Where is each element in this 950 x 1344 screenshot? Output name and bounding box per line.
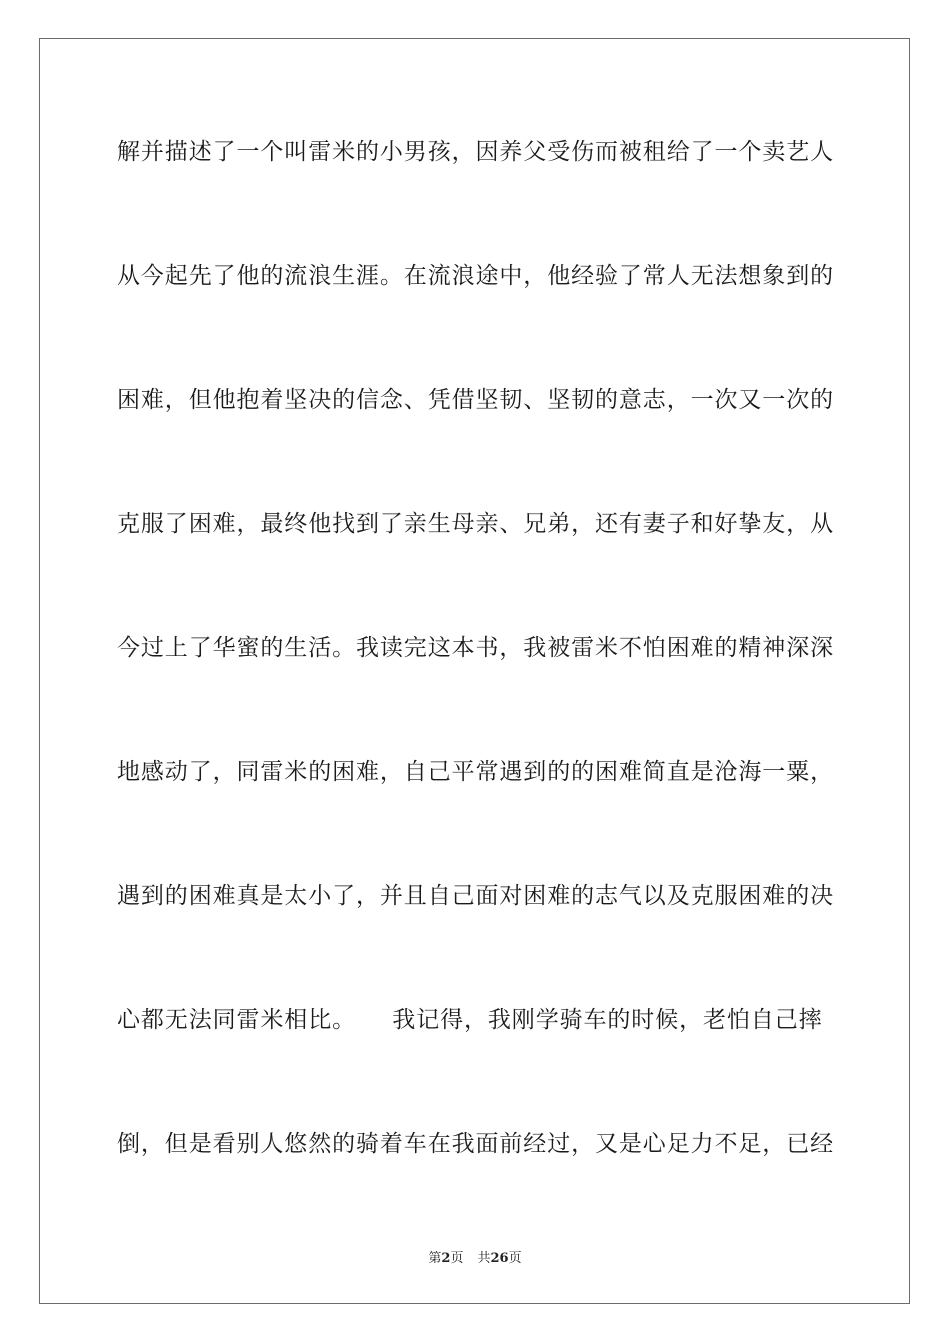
text-line: 倒，但是看别人悠然的骑着车在我面前经过，又是心足力不足，已经 [117, 1131, 834, 1157]
total-prefix: 共 [477, 1251, 491, 1266]
total-pages: 26 [490, 1251, 509, 1266]
document-body [117, 127, 837, 1243]
total-pages-label [477, 1251, 521, 1266]
page-label [428, 1251, 463, 1266]
text-line: 克服了困难，最终他找到了亲生母亲、兄弟，还有妻子和好挚友，从 [117, 511, 834, 537]
text-line: 遇到的困难真是太小了，并且自己面对困难的志气以及克服困难的决 [117, 883, 834, 909]
page-footer [0, 1247, 950, 1266]
text-line: 心都无法同雷米相比。 我记得，我刚学骑车的时候，老怕自己摔 [117, 1007, 823, 1033]
text-line: 今过上了华蜜的生活。我读完这本书，我被雷米不怕困难的精神深深 [117, 635, 834, 661]
page-prefix: 第 [428, 1251, 442, 1266]
text-line: 从今起先了他的流浪生涯。在流浪途中，他经验了常人无法想象到的 [117, 263, 834, 289]
page-suffix: 页 [450, 1251, 464, 1266]
text-line: 地感动了，同雷米的困难，自己平常遇到的的困难简直是沧海一粟， [117, 759, 834, 785]
total-suffix: 页 [508, 1251, 522, 1266]
text-line: 困难，但他抱着坚决的信念、凭借坚韧、坚韧的意志，一次又一次的 [117, 387, 834, 413]
page-number: 2 [441, 1251, 451, 1266]
text-line: 解并描述了一个叫雷米的小男孩，因养父受伤而被租给了一个卖艺人 [117, 139, 834, 165]
